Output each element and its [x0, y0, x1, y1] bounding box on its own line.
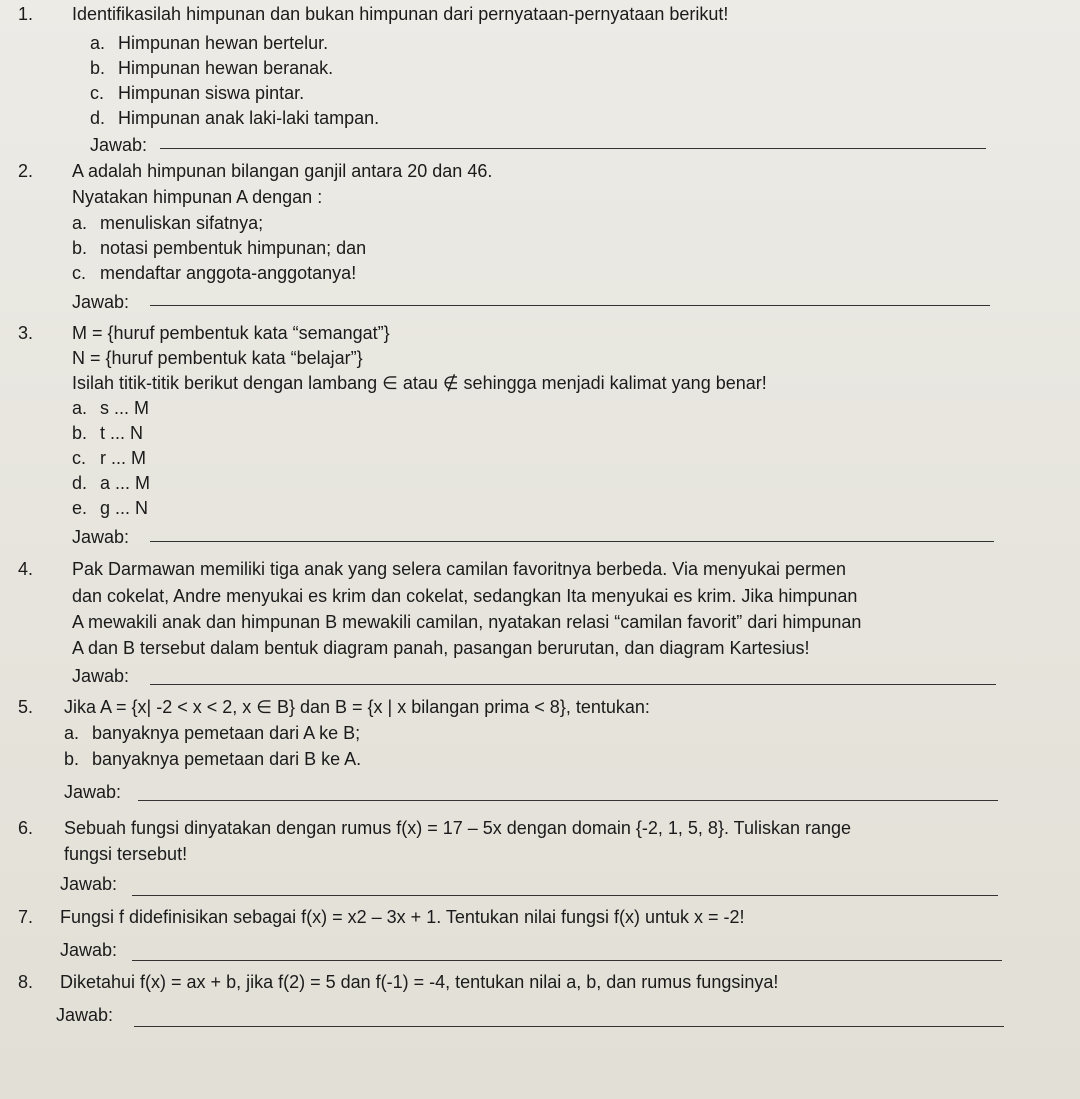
option-c [90, 81, 304, 105]
option-letter: e. [72, 498, 88, 518]
question-number: 1. [18, 4, 34, 24]
option-text: a ... M [100, 473, 151, 493]
option-b [72, 236, 366, 260]
option-letter: b. [90, 58, 106, 78]
answer-line[interactable] [150, 684, 996, 685]
option-letter: c. [90, 83, 105, 103]
option-a [72, 211, 263, 235]
option-letter: a. [72, 213, 88, 233]
option-letter: a. [72, 398, 88, 418]
answer-line[interactable] [160, 148, 986, 149]
answer-line[interactable] [138, 800, 998, 801]
option-e [72, 496, 148, 520]
option-c [72, 446, 146, 470]
question-prompt: Identifikasilah himpunan dan bukan himpunan dari pernyataan-pernyataan berikut! [72, 4, 729, 24]
option-b [90, 56, 333, 80]
option-letter: a. [90, 33, 106, 53]
answer-label: Jawab: [72, 666, 130, 686]
answer-label: Jawab: [72, 292, 130, 312]
question-prompt: Diketahui f(x) = ax + b, jika f(2) = 5 dan f(-1) = -4, tentukan nilai a, b, dan rumus fungsinya! [60, 972, 779, 992]
answer-line[interactable] [150, 541, 994, 542]
option-letter: b. [72, 423, 88, 443]
option-d [90, 106, 379, 130]
question-number: 8. [18, 972, 34, 992]
option-letter: b. [72, 238, 88, 258]
question-prompt: A adalah himpunan bilangan ganjil antara 20 dan 46. [72, 161, 493, 181]
option-text: banyaknya pemetaan dari A ke B; [92, 723, 361, 743]
question-text-line-3: A mewakili anak dan himpunan B mewakili camilan, nyatakan relasi “camilan favorit” dari himpunan [72, 612, 862, 632]
answer-label: Jawab: [56, 1005, 114, 1025]
question-number: 5. [18, 697, 34, 717]
option-text: Himpunan anak laki-laki tampan. [118, 108, 380, 128]
option-text: g ... N [100, 498, 149, 518]
option-text: menuliskan sifatnya; [100, 213, 264, 233]
option-letter: c. [72, 448, 87, 468]
option-letter: b. [64, 749, 80, 769]
option-text: banyaknya pemetaan dari B ke A. [92, 749, 362, 769]
answer-label: Jawab: [72, 527, 130, 547]
answer-line[interactable] [134, 1026, 1004, 1027]
option-letter: a. [64, 723, 80, 743]
option-b [72, 421, 143, 445]
option-text: notasi pembentuk himpunan; dan [100, 238, 367, 258]
question-text-line-1: Pak Darmawan memiliki tiga anak yang selera camilan favoritnya berbeda. Via menyukai permen [72, 559, 847, 579]
answer-label: Jawab: [90, 135, 148, 155]
option-text: Himpunan hewan bertelur. [118, 33, 329, 53]
answer-label: Jawab: [60, 940, 118, 960]
option-a [72, 396, 149, 420]
option-text: s ... M [100, 398, 149, 418]
option-text: r ... M [100, 448, 146, 468]
set-m-definition: M = {huruf pembentuk kata “semangat”} [72, 323, 390, 343]
option-d [72, 471, 150, 495]
answer-line[interactable] [132, 960, 1002, 961]
question-text-line-2: dan cokelat, Andre menyukai es krim dan cokelat, sedangkan Ita menyukai es krim. Jika himpunan [72, 586, 858, 606]
option-text: Himpunan siswa pintar. [118, 83, 305, 103]
answer-line[interactable] [150, 305, 990, 306]
question-instruction: Nyatakan himpunan A dengan : [72, 187, 323, 207]
option-a [90, 31, 328, 55]
option-letter: d. [72, 473, 88, 493]
option-text: t ... N [100, 423, 144, 443]
question-number: 4. [18, 559, 34, 579]
option-text: Himpunan hewan beranak. [118, 58, 334, 78]
question-instruction: Isilah titik-titik berikut dengan lambang ∈ atau ∉ sehingga menjadi kalimat yang benar! [72, 373, 767, 393]
answer-label: Jawab: [64, 782, 122, 802]
question-prompt: Jika A = {x| -2 < x < 2, x ∈ B} dan B = {x | x bilangan prima < 8}, tentukan: [64, 697, 650, 717]
question-number: 2. [18, 161, 34, 181]
set-n-definition: N = {huruf pembentuk kata “belajar”} [72, 348, 363, 368]
option-b [64, 747, 361, 771]
question-text-line-1: Sebuah fungsi dinyatakan dengan rumus f(x) = 17 – 5x dengan domain {-2, 1, 5, 8}. Tuliskan range [64, 818, 852, 838]
question-prompt: Fungsi f didefinisikan sebagai f(x) = x2 – 3x + 1. Tentukan nilai fungsi f(x) untuk x = -2! [60, 907, 745, 927]
option-letter: c. [72, 263, 87, 283]
question-text-line-4: A dan B tersebut dalam bentuk diagram panah, pasangan berurutan, dan diagram Kartesius! [72, 638, 810, 658]
question-number: 3. [18, 323, 34, 343]
option-text: mendaftar anggota-anggotanya! [100, 263, 357, 283]
question-number: 7. [18, 907, 34, 927]
answer-label: Jawab: [60, 874, 118, 894]
option-letter: d. [90, 108, 106, 128]
answer-line[interactable] [132, 895, 998, 896]
question-text-line-2: fungsi tersebut! [64, 844, 188, 864]
option-c [72, 261, 356, 285]
question-number: 6. [18, 818, 34, 838]
option-a [64, 721, 360, 745]
